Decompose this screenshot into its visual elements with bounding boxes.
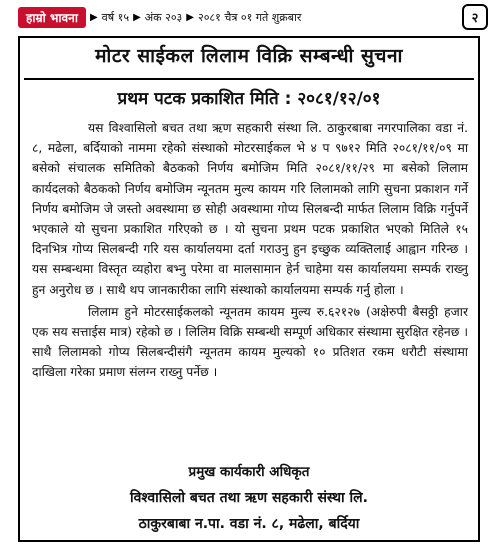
notice-paragraph: यस विश्वासिलो बचत तथा ऋण सहकारी संस्था लि. ठाकुरबाबा नगरपालिका वडा नं. ८, मढेला, बर्दियाको नाममा रहेको संस्थाको मोटरसाईकल भे ४ प ९७१२ मिति २०८१/११/०९ मा बसेको संचालक समितिको बैठकको निर्णय बमोजिम मिति २०८१/११/२९ मा बसेको लिलाम कार्यदलको बैठकको निर्णय बमोजिम न्यूनतम मुल्य कायम गरि लिलामको लागि सुचना प्रकाशन गर्ने निर्णय बमोजिम जे जस्तो अवस्थामा छ सोही अवस्थामा गोप्य सिलबन्दी मार्फत लिलाम विक्रि गर्नुपर्ने भएकाले यो सुचना प्रकाशित गरिएको छ । यो सुचना प्रथम पटक प्रकाशित भएको मितिले १५ दिनभित्र गोप्य सिलबन्दी गरि यस कार्यालयमा दर्ता गराउनु हुन इच्छुक व्यक्तिलाई आह्वान गरिन्छ । यस सम्बन्धमा विस्तृत व्यहोरा बभ्नु परेमा वा मालसामान हेर्न चाहेमा यस कार्यालयमा सम्पर्क राख्नु हुन अनुरोध छ । साथै थप जानकारीका लागि संस्थाको कार्यालयमा सम्पर्क गर्नु होला । <box>32 121 468 297</box>
separator-arrow-icon: ▶ <box>186 11 194 23</box>
separator-arrow-icon: ▶ <box>89 11 98 23</box>
newspaper-logo: हाम्रो भावना <box>18 7 86 28</box>
issue-label: अंक २०३ <box>144 10 183 24</box>
notice-box <box>18 36 480 542</box>
title-divider <box>24 78 474 80</box>
volume-label: वर्ष १५ <box>101 10 130 24</box>
page-header <box>18 4 488 30</box>
organization-name: विश्वासिलो बचत तथा ऋण सहकारी संस्था लि. <box>130 490 368 506</box>
notice-paragraph: लिलाम हुने मोटरसाईकलको न्यूनतम कायम मुल्य रु.६२१२७ (अक्षेरुपी बैसठ्ठी हजार एक सय सत्ताईस मात्र) रहेको छ । लिलिम विक्रि सम्बन्धी सम्पूर्ण अधिकार संस्थामा सुरक्षित रहेनछ । साथै लिलामको गोप्य सिलबन्दीसंगै न्यूनतम कायम मुल्यको १० प्रतिशत रकम धरौटी संस्थामा दाखिला गरेका प्रमाण संलग्न राख्नु पर्नेछ । <box>32 304 468 380</box>
separator-arrow-icon: ▶ <box>133 11 141 23</box>
notice-body <box>32 118 468 383</box>
notice-title: मोटर साईकल लिलाम विक्रि सम्बन्धी सुचना <box>95 45 403 67</box>
signatory-title: प्रमुख कार्यकारी अधिकृत <box>188 464 310 480</box>
organization-address: ठाकुरबाबा न.पा. वडा नं. ८, मढेला, बर्दिया <box>138 516 360 532</box>
issue-date: २०८१ चैत्र ०१ गते शुक्रबार <box>197 10 302 24</box>
notice-subtitle: प्रथम पटक प्रकाशित मिति : २०८१/१२/०१ <box>117 89 381 109</box>
page-number: २ <box>462 4 488 30</box>
